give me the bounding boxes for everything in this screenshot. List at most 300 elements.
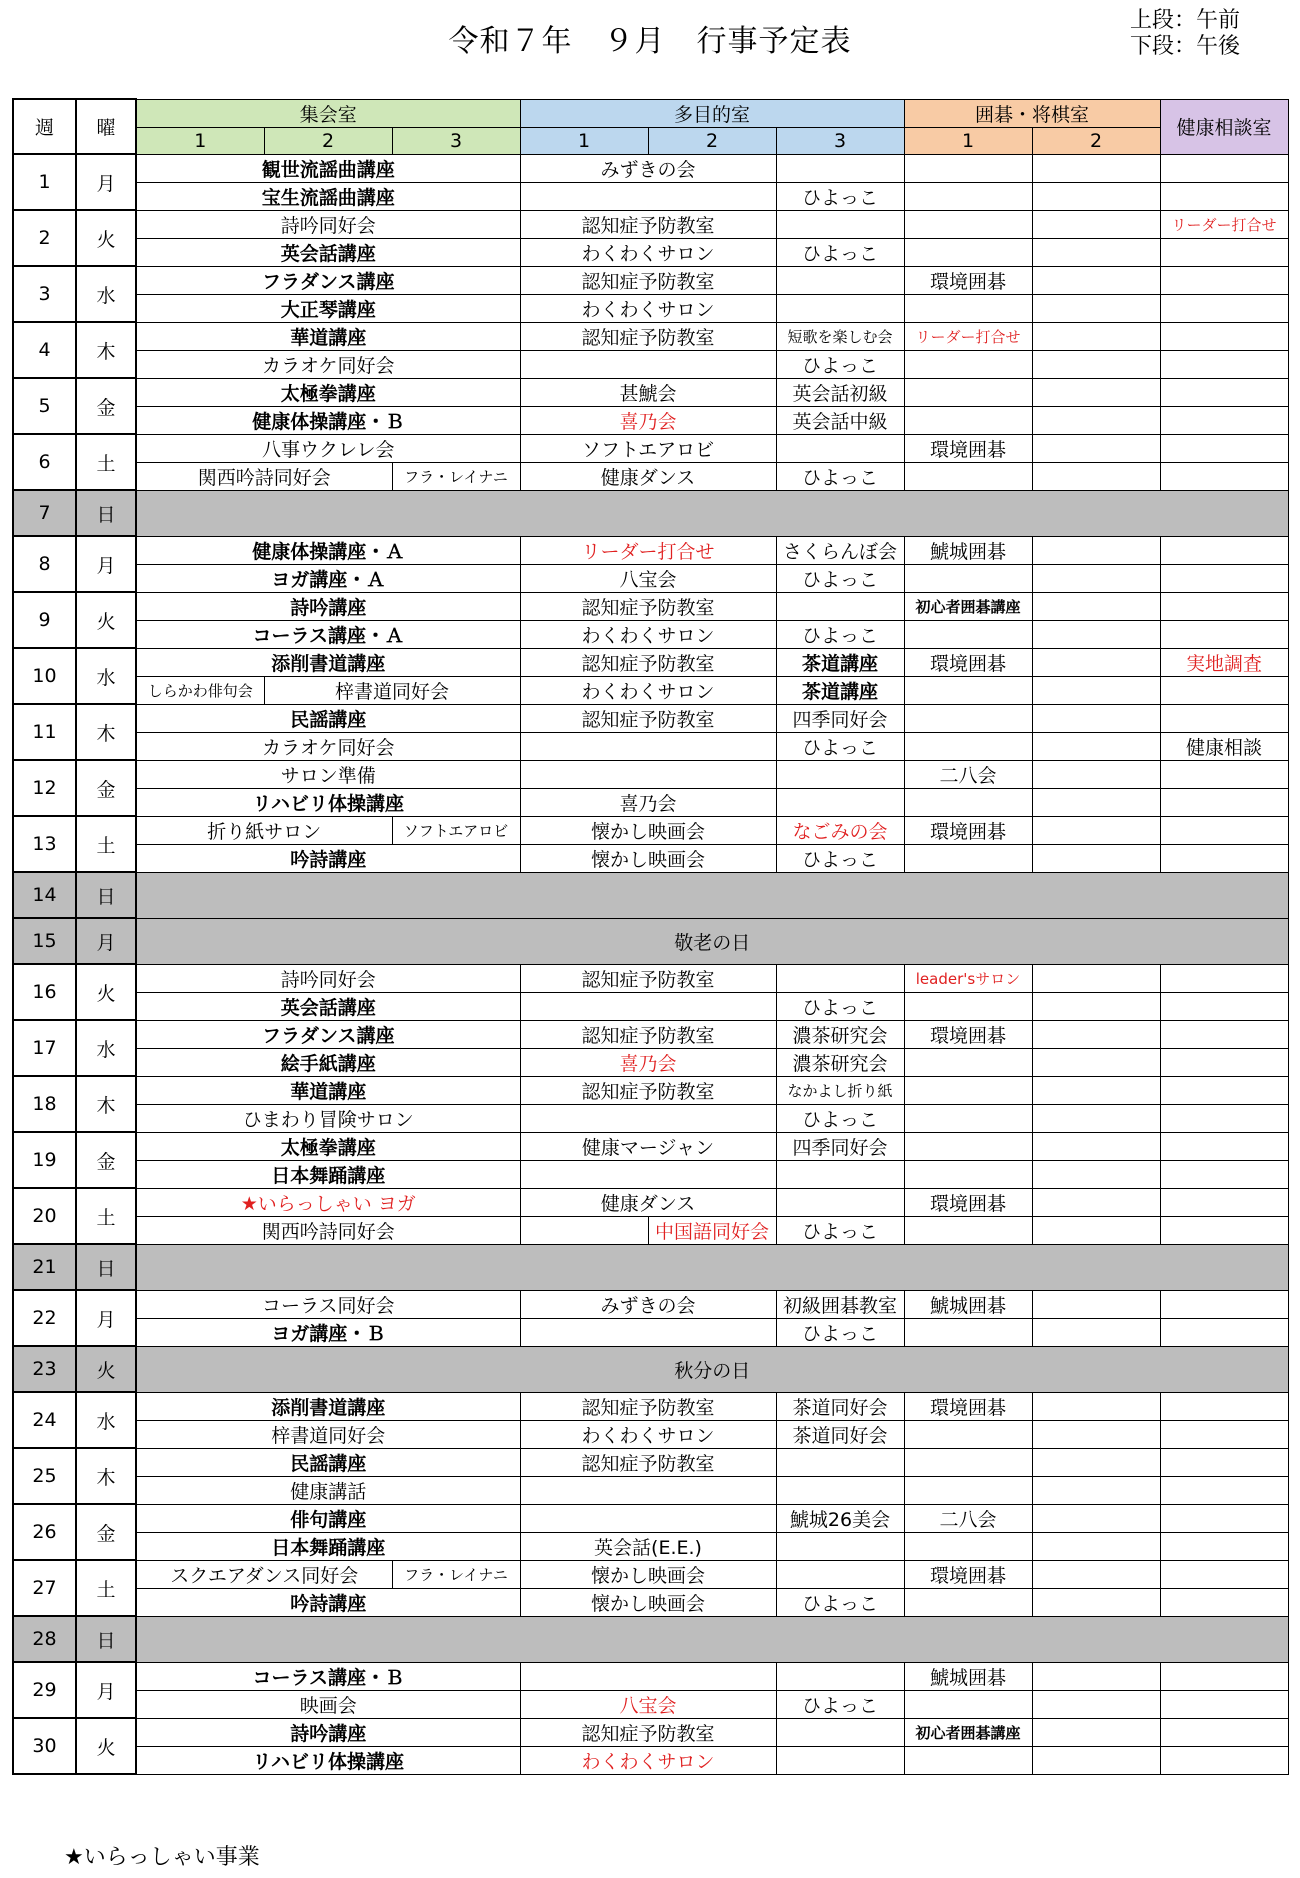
event-shukai: 日本舞踊講座 — [136, 1532, 520, 1560]
event-tamokuteki — [520, 1318, 776, 1346]
event-tamokuteki: 英会話(E.E.) — [520, 1532, 776, 1560]
event-shukai: カラオケ同好会 — [136, 350, 520, 378]
header-col-8: 2 — [1032, 127, 1160, 154]
event-igo-2 — [1032, 1746, 1160, 1774]
event-kenko — [1160, 1188, 1288, 1216]
event-igo-1 — [904, 154, 1032, 182]
event-igo-2 — [1032, 592, 1160, 620]
event-igo-2 — [1032, 406, 1160, 434]
event-kenko — [1160, 964, 1288, 992]
event-tamokuteki: わくわくサロン — [520, 1420, 776, 1448]
event-tamokuteki-3: 茶道同好会 — [776, 1420, 904, 1448]
event-kenko — [1160, 182, 1288, 210]
event-tamokuteki: 認知症予防教室 — [520, 322, 776, 350]
event-tamokuteki-3: ひよっこ — [776, 1104, 904, 1132]
event-igo-2 — [1032, 1318, 1160, 1346]
event-shukai: 太極拳講座 — [136, 378, 520, 406]
event-tamokuteki-3: ひよっこ — [776, 564, 904, 592]
event-tamokuteki-3: なごみの会 — [776, 816, 904, 844]
event-shukai: 詩吟同好会 — [136, 210, 520, 238]
day-cell: 木 — [76, 322, 136, 378]
event-tamokuteki: ソフトエアロビ — [520, 434, 776, 462]
event-shukai: 日本舞踊講座 — [136, 1160, 520, 1188]
header-igo: 囲碁・将棋室 — [904, 99, 1160, 127]
event-tamokuteki: 健康ダンス — [520, 462, 776, 490]
event-kenko — [1160, 816, 1288, 844]
event-kenko — [1160, 1588, 1288, 1616]
event-tamokuteki: 認知症予防教室 — [520, 964, 776, 992]
header-col-1: 1 — [136, 127, 264, 154]
event-kenko — [1160, 266, 1288, 294]
week-cell: 25 — [13, 1448, 76, 1504]
event-tamokuteki-3: 四季同好会 — [776, 1132, 904, 1160]
event-tamokuteki-3 — [776, 294, 904, 322]
event-shukai: 華道講座 — [136, 322, 520, 350]
event-tamokuteki-3 — [776, 1476, 904, 1504]
event-igo-2 — [1032, 1448, 1160, 1476]
event-igo-1: 環境囲碁 — [904, 1392, 1032, 1420]
header-day: 曜 — [76, 99, 136, 154]
event-igo-1 — [904, 1104, 1032, 1132]
header-col-7: 1 — [904, 127, 1032, 154]
event-igo-1: 環境囲碁 — [904, 1188, 1032, 1216]
event-tamokuteki-3 — [776, 1560, 904, 1588]
event-igo-2 — [1032, 294, 1160, 322]
week-cell: 17 — [13, 1020, 76, 1076]
event-igo-2 — [1032, 350, 1160, 378]
day-cell: 土 — [76, 1560, 136, 1616]
event-shukai: 健康講話 — [136, 1476, 520, 1504]
day-cell: 土 — [76, 434, 136, 490]
event-tamokuteki: 認知症予防教室 — [520, 704, 776, 732]
page-title: 令和７年 ９月 行事予定表 — [448, 24, 852, 59]
event-shukai: 詩吟同好会 — [136, 964, 520, 992]
event-tamokuteki — [520, 350, 776, 378]
event-tamokuteki-3 — [776, 788, 904, 816]
day-cell: 月 — [76, 154, 136, 210]
event-tamokuteki: 認知症予防教室 — [520, 1718, 776, 1746]
day-cell: 火 — [76, 592, 136, 648]
week-cell: 15 — [13, 918, 76, 964]
event-tamokuteki: 喜乃会 — [520, 1048, 776, 1076]
event-igo-1: 環境囲碁 — [904, 1560, 1032, 1588]
event-igo-2 — [1032, 648, 1160, 676]
event-igo-1 — [904, 1588, 1032, 1616]
event-tamokuteki: リーダー打合せ — [520, 536, 776, 564]
event-shukai-1: スクエアダンス同好会 — [136, 1560, 392, 1588]
event-tamokuteki — [520, 760, 776, 788]
event-tamokuteki-3: 英会話中級 — [776, 406, 904, 434]
event-tamokuteki-3: ひよっこ — [776, 1318, 904, 1346]
event-tamokuteki-3: 英会話初級 — [776, 378, 904, 406]
event-shukai-1: 関西吟詩同好会 — [136, 462, 392, 490]
event-kenko — [1160, 1476, 1288, 1504]
event-igo-1: リーダー打合せ — [904, 322, 1032, 350]
header-kenko: 健康相談室 — [1160, 99, 1288, 154]
event-igo-1 — [904, 1216, 1032, 1244]
event-igo-2 — [1032, 1504, 1160, 1532]
event-kenko — [1160, 1392, 1288, 1420]
event-tamokuteki: 認知症予防教室 — [520, 1448, 776, 1476]
event-igo-1 — [904, 620, 1032, 648]
event-shukai: 詩吟講座 — [136, 592, 520, 620]
header-col-6: 3 — [776, 127, 904, 154]
event-kenko — [1160, 434, 1288, 462]
event-kenko — [1160, 676, 1288, 704]
week-cell: 23 — [13, 1346, 76, 1392]
event-kenko — [1160, 1504, 1288, 1532]
event-tamokuteki-3 — [776, 1532, 904, 1560]
event-shukai: フラダンス講座 — [136, 1020, 520, 1048]
event-kenko — [1160, 704, 1288, 732]
event-igo-2 — [1032, 1588, 1160, 1616]
week-cell: 3 — [13, 266, 76, 322]
holiday-banner: 敬老の日 — [136, 918, 1288, 964]
event-kenko — [1160, 154, 1288, 182]
event-tamokuteki: わくわくサロン — [520, 1746, 776, 1774]
event-igo-1 — [904, 1746, 1032, 1774]
event-igo-1 — [904, 182, 1032, 210]
event-tamokuteki-1 — [520, 1216, 648, 1244]
event-kenko — [1160, 1420, 1288, 1448]
day-cell: 金 — [76, 760, 136, 816]
event-tamokuteki-3: 四季同好会 — [776, 704, 904, 732]
week-cell: 7 — [13, 490, 76, 536]
event-shukai: コーラス講座・Ｂ — [136, 1662, 520, 1690]
event-igo-2 — [1032, 844, 1160, 872]
event-shukai-1: しらかわ俳句会 — [136, 676, 264, 704]
day-cell: 月 — [76, 1662, 136, 1718]
legend-upper: 上段：午前 — [1129, 8, 1240, 33]
event-igo-2 — [1032, 322, 1160, 350]
event-igo-1: 初心者囲碁講座 — [904, 1718, 1032, 1746]
event-igo-2 — [1032, 1718, 1160, 1746]
event-shukai: 絵手紙講座 — [136, 1048, 520, 1076]
event-kenko — [1160, 1718, 1288, 1746]
day-cell: 水 — [76, 648, 136, 704]
event-igo-2 — [1032, 964, 1160, 992]
event-tamokuteki-3: ひよっこ — [776, 1588, 904, 1616]
day-cell: 土 — [76, 1188, 136, 1244]
event-igo-1 — [904, 1160, 1032, 1188]
event-igo-2 — [1032, 1532, 1160, 1560]
header-col-5: 2 — [648, 127, 776, 154]
day-cell: 木 — [76, 704, 136, 760]
event-shukai-2: 梓書道同好会 — [264, 676, 520, 704]
event-igo-1 — [904, 788, 1032, 816]
event-shukai: リハビリ体操講座 — [136, 1746, 520, 1774]
event-kenko — [1160, 350, 1288, 378]
week-cell: 12 — [13, 760, 76, 816]
week-cell: 26 — [13, 1504, 76, 1560]
event-kenko — [1160, 1560, 1288, 1588]
legend-lower: 下段：午後 — [1129, 34, 1240, 59]
event-tamokuteki: わくわくサロン — [520, 676, 776, 704]
event-tamokuteki-3 — [776, 1662, 904, 1690]
event-igo-2 — [1032, 1076, 1160, 1104]
event-igo-1 — [904, 992, 1032, 1020]
event-tamokuteki: みずきの会 — [520, 154, 776, 182]
event-igo-2 — [1032, 536, 1160, 564]
week-cell: 8 — [13, 536, 76, 592]
event-igo-1 — [904, 462, 1032, 490]
event-kenko — [1160, 322, 1288, 350]
event-kenko — [1160, 1746, 1288, 1774]
event-shukai: ひまわり冒険サロン — [136, 1104, 520, 1132]
event-shukai: リハビリ体操講座 — [136, 788, 520, 816]
day-cell: 日 — [76, 872, 136, 918]
week-cell: 2 — [13, 210, 76, 266]
event-igo-2 — [1032, 1188, 1160, 1216]
event-tamokuteki: 認知症予防教室 — [520, 1076, 776, 1104]
event-igo-1 — [904, 210, 1032, 238]
event-tamokuteki-3: 短歌を楽しむ会 — [776, 322, 904, 350]
event-kenko — [1160, 238, 1288, 266]
week-cell: 21 — [13, 1244, 76, 1290]
event-tamokuteki — [520, 1504, 776, 1532]
week-cell: 4 — [13, 322, 76, 378]
week-cell: 13 — [13, 816, 76, 872]
header-tamokuteki: 多目的室 — [520, 99, 904, 127]
time-legend — [1130, 8, 1240, 60]
event-shukai-1: 折り紙サロン — [136, 816, 392, 844]
event-tamokuteki-3: 鯱城26美会 — [776, 1504, 904, 1532]
event-igo-2 — [1032, 1048, 1160, 1076]
event-kenko — [1160, 760, 1288, 788]
event-kenko — [1160, 406, 1288, 434]
event-kenko — [1160, 1020, 1288, 1048]
event-igo-2 — [1032, 1392, 1160, 1420]
header-shukai: 集会室 — [136, 99, 520, 127]
sunday-closed — [136, 1244, 1288, 1290]
event-igo-1: 環境囲碁 — [904, 1020, 1032, 1048]
header-col-3: 3 — [392, 127, 520, 154]
event-shukai: 添削書道講座 — [136, 1392, 520, 1420]
event-tamokuteki-3 — [776, 760, 904, 788]
event-igo-2 — [1032, 704, 1160, 732]
event-tamokuteki-3: ひよっこ — [776, 462, 904, 490]
event-tamokuteki-3: ひよっこ — [776, 238, 904, 266]
sunday-closed — [136, 1616, 1288, 1662]
day-cell: 土 — [76, 816, 136, 872]
event-kenko — [1160, 564, 1288, 592]
event-tamokuteki: 認知症予防教室 — [520, 592, 776, 620]
event-tamokuteki: 認知症予防教室 — [520, 648, 776, 676]
event-shukai: 太極拳講座 — [136, 1132, 520, 1160]
event-igo-2 — [1032, 1290, 1160, 1318]
event-tamokuteki — [520, 1476, 776, 1504]
week-cell: 1 — [13, 154, 76, 210]
event-tamokuteki-2: 中国語同好会 — [648, 1216, 776, 1244]
week-cell: 22 — [13, 1290, 76, 1346]
event-tamokuteki — [520, 1160, 776, 1188]
event-igo-1 — [904, 1476, 1032, 1504]
event-tamokuteki-3 — [776, 434, 904, 462]
event-igo-1 — [904, 1448, 1032, 1476]
event-shukai: フラダンス講座 — [136, 266, 520, 294]
day-cell: 金 — [76, 1504, 136, 1560]
event-igo-2 — [1032, 1160, 1160, 1188]
event-tamokuteki-3 — [776, 1718, 904, 1746]
event-shukai: 民謡講座 — [136, 1448, 520, 1476]
day-cell: 火 — [76, 964, 136, 1020]
event-tamokuteki: みずきの会 — [520, 1290, 776, 1318]
event-igo-1: 鯱城囲碁 — [904, 1290, 1032, 1318]
event-shukai: コーラス同好会 — [136, 1290, 520, 1318]
event-igo-1 — [904, 1132, 1032, 1160]
day-cell: 日 — [76, 1616, 136, 1662]
event-tamokuteki: 懐かし映画会 — [520, 1560, 776, 1588]
event-kenko — [1160, 1076, 1288, 1104]
event-igo-1 — [904, 1318, 1032, 1346]
event-igo-1 — [904, 676, 1032, 704]
event-tamokuteki: わくわくサロン — [520, 620, 776, 648]
event-shukai-3: フラ・レイナニ — [392, 1560, 520, 1588]
day-cell: 火 — [76, 1346, 136, 1392]
event-kenko — [1160, 788, 1288, 816]
event-tamokuteki-3: ひよっこ — [776, 350, 904, 378]
event-tamokuteki: わくわくサロン — [520, 238, 776, 266]
event-kenko — [1160, 592, 1288, 620]
event-tamokuteki: 懐かし映画会 — [520, 1588, 776, 1616]
holiday-banner: 秋分の日 — [136, 1346, 1288, 1392]
event-igo-1: 鯱城囲碁 — [904, 1662, 1032, 1690]
event-tamokuteki: 甚鯱会 — [520, 378, 776, 406]
event-tamokuteki-3: 濃茶研究会 — [776, 1020, 904, 1048]
day-cell: 月 — [76, 536, 136, 592]
event-kenko — [1160, 1318, 1288, 1346]
event-tamokuteki-3 — [776, 964, 904, 992]
event-tamokuteki-3 — [776, 1746, 904, 1774]
event-shukai: 映画会 — [136, 1690, 520, 1718]
event-tamokuteki — [520, 1662, 776, 1690]
day-cell: 火 — [76, 1718, 136, 1774]
event-tamokuteki: 喜乃会 — [520, 788, 776, 816]
event-tamokuteki-3: ひよっこ — [776, 620, 904, 648]
event-tamokuteki: 認知症予防教室 — [520, 266, 776, 294]
event-igo-2 — [1032, 154, 1160, 182]
event-tamokuteki: 懐かし映画会 — [520, 844, 776, 872]
week-cell: 24 — [13, 1392, 76, 1448]
footnote: ★いらっしゃい事業 — [64, 1845, 260, 1870]
event-tamokuteki: 八宝会 — [520, 564, 776, 592]
event-tamokuteki-3: 茶道講座 — [776, 648, 904, 676]
event-tamokuteki-3 — [776, 1160, 904, 1188]
event-igo-1 — [904, 350, 1032, 378]
event-igo-2 — [1032, 238, 1160, 266]
event-igo-2 — [1032, 462, 1160, 490]
event-igo-2 — [1032, 564, 1160, 592]
event-igo-1: 鯱城囲碁 — [904, 536, 1032, 564]
event-tamokuteki-3: なかよし折り紙 — [776, 1076, 904, 1104]
schedule-table — [12, 98, 1289, 1775]
event-igo-2 — [1032, 1690, 1160, 1718]
week-cell: 19 — [13, 1132, 76, 1188]
week-cell: 30 — [13, 1718, 76, 1774]
sunday-closed — [136, 872, 1288, 918]
event-shukai: 詩吟講座 — [136, 1718, 520, 1746]
event-kenko — [1160, 462, 1288, 490]
event-shukai: 英会話講座 — [136, 992, 520, 1020]
event-tamokuteki: 認知症予防教室 — [520, 210, 776, 238]
event-kenko: リーダー打合せ — [1160, 210, 1288, 238]
event-igo-2 — [1032, 1020, 1160, 1048]
event-shukai-3: フラ・レイナニ — [392, 462, 520, 490]
event-shukai: 八事ウクレレ会 — [136, 434, 520, 462]
day-cell: 月 — [76, 1290, 136, 1346]
event-kenko — [1160, 844, 1288, 872]
event-igo-2 — [1032, 676, 1160, 704]
event-igo-1: 初心者囲碁講座 — [904, 592, 1032, 620]
event-shukai: 健康体操講座・Ｂ — [136, 406, 520, 434]
event-igo-2 — [1032, 760, 1160, 788]
event-igo-1 — [904, 238, 1032, 266]
event-igo-2 — [1032, 992, 1160, 1020]
event-igo-1 — [904, 406, 1032, 434]
event-igo-2 — [1032, 266, 1160, 294]
event-igo-1: 環境囲碁 — [904, 816, 1032, 844]
week-cell: 27 — [13, 1560, 76, 1616]
event-shukai: ★いらっしゃい ヨガ — [136, 1188, 520, 1216]
day-cell: 金 — [76, 1132, 136, 1188]
header-week: 週 — [13, 99, 76, 154]
day-cell: 水 — [76, 266, 136, 322]
event-tamokuteki-3: ひよっこ — [776, 182, 904, 210]
week-cell: 9 — [13, 592, 76, 648]
event-tamokuteki-3: 茶道同好会 — [776, 1392, 904, 1420]
event-igo-1: leader'sサロン — [904, 964, 1032, 992]
event-tamokuteki: 懐かし映画会 — [520, 816, 776, 844]
sunday-closed — [136, 490, 1288, 536]
day-cell: 木 — [76, 1448, 136, 1504]
header-col-2: 2 — [264, 127, 392, 154]
event-tamokuteki-3 — [776, 266, 904, 294]
event-igo-2 — [1032, 732, 1160, 760]
event-igo-1 — [904, 1076, 1032, 1104]
week-cell: 18 — [13, 1076, 76, 1132]
event-tamokuteki-3 — [776, 592, 904, 620]
week-cell: 16 — [13, 964, 76, 1020]
event-kenko — [1160, 620, 1288, 648]
event-tamokuteki-3: ひよっこ — [776, 844, 904, 872]
event-igo-1 — [904, 704, 1032, 732]
event-shukai: 俳句講座 — [136, 1504, 520, 1532]
event-kenko — [1160, 536, 1288, 564]
event-igo-1: 環境囲碁 — [904, 434, 1032, 462]
event-kenko — [1160, 1216, 1288, 1244]
event-shukai: 吟詩講座 — [136, 844, 520, 872]
event-tamokuteki-3 — [776, 1188, 904, 1216]
event-igo-1 — [904, 1690, 1032, 1718]
event-shukai: ヨガ講座・Ｂ — [136, 1318, 520, 1346]
event-tamokuteki — [520, 182, 776, 210]
event-tamokuteki-3: ひよっこ — [776, 732, 904, 760]
event-tamokuteki-3: さくらんぼ会 — [776, 536, 904, 564]
event-kenko — [1160, 294, 1288, 322]
event-shukai: サロン準備 — [136, 760, 520, 788]
event-igo-2 — [1032, 1476, 1160, 1504]
week-cell: 6 — [13, 434, 76, 490]
event-shukai: 添削書道講座 — [136, 648, 520, 676]
event-shukai: 観世流謡曲講座 — [136, 154, 520, 182]
event-igo-2 — [1032, 434, 1160, 462]
event-tamokuteki: 認知症予防教室 — [520, 1392, 776, 1420]
week-cell: 28 — [13, 1616, 76, 1662]
event-igo-2 — [1032, 210, 1160, 238]
event-tamokuteki-3: 茶道講座 — [776, 676, 904, 704]
week-cell: 10 — [13, 648, 76, 704]
event-igo-1 — [904, 732, 1032, 760]
